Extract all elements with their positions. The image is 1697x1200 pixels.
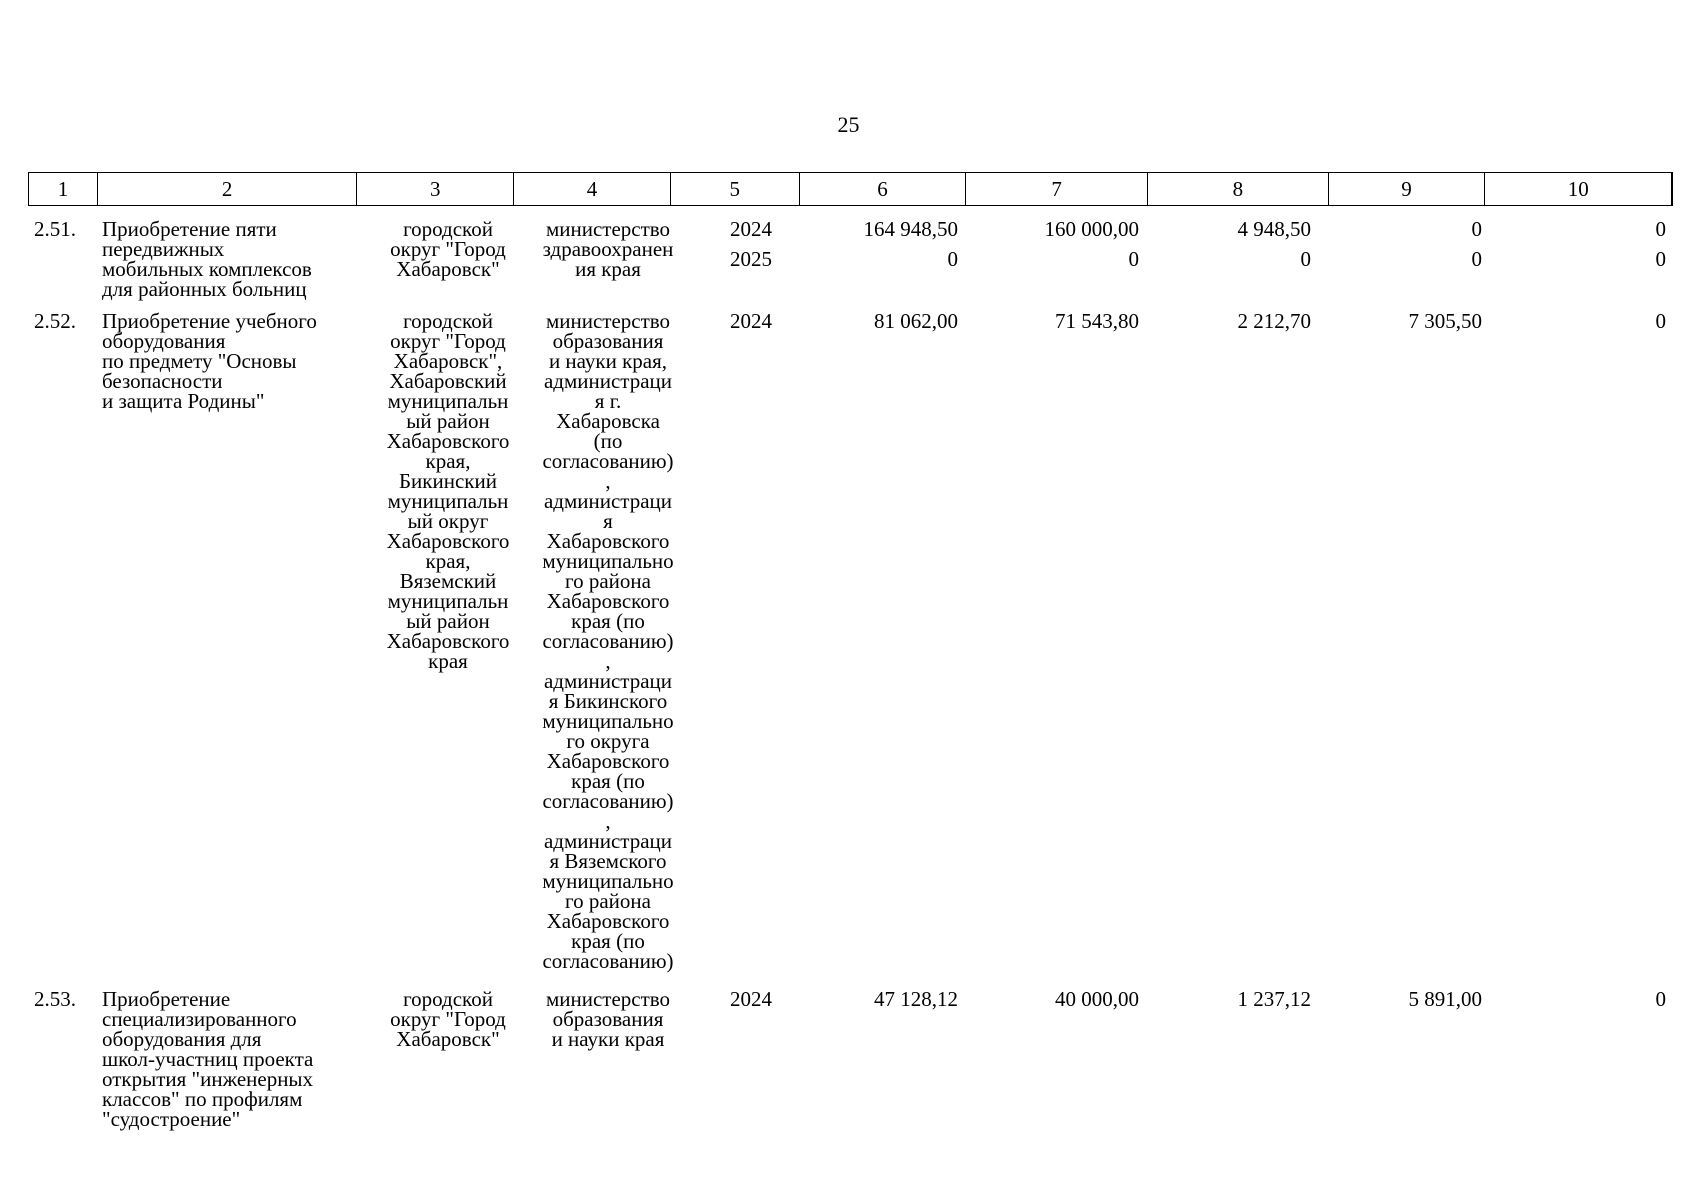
row-name: Приобретение специализированного оборудования для школ-участниц проекта открытия "инженерных классов" по профилям "судостроение" bbox=[102, 987, 314, 1131]
row-territory: городской округ "Город Хабаровск", Хабаровский муниципальн ый район Хабаровского края, Бикинский муниципальн ый округ Хабаровского края, Вяземский муниципальн ый район Хабаровского края bbox=[386, 309, 510, 673]
header-col-2: 2 bbox=[97, 173, 357, 205]
header-col-6: 6 bbox=[799, 173, 966, 205]
row-territory: городской округ "Город Хабаровск" bbox=[390, 987, 506, 1051]
row-value-col9: 0 0 bbox=[1471, 217, 1482, 271]
row-number: 2.52. bbox=[34, 309, 76, 333]
row-value-col7: 160 000,00 0 bbox=[1044, 217, 1139, 271]
row-value-col10: 0 0 bbox=[1655, 217, 1666, 271]
row-name: Приобретение учебного оборудования по предмету "Основы безопасности и защита Родины" bbox=[102, 309, 317, 413]
row-name: Приобретение пяти передвижных мобильных комплексов для районных больниц bbox=[102, 217, 312, 301]
row-value-col8: 2 212,70 bbox=[1237, 309, 1311, 333]
header-col-8: 8 bbox=[1147, 173, 1328, 205]
row-number: 2.51. bbox=[34, 217, 76, 241]
row-years: 2024 bbox=[730, 309, 772, 333]
row-value-col8: 1 237,12 bbox=[1237, 987, 1311, 1011]
header-col-5: 5 bbox=[670, 173, 799, 205]
header-col-9: 9 bbox=[1328, 173, 1485, 205]
row-value-col6: 164 948,50 0 bbox=[863, 217, 958, 271]
table-row bbox=[28, 984, 1673, 1144]
header-col-10: 10 bbox=[1484, 173, 1671, 205]
row-value-col8: 4 948,50 0 bbox=[1237, 217, 1311, 271]
table-row bbox=[28, 306, 1673, 984]
page-number: 25 bbox=[837, 112, 860, 137]
row-value-col9: 5 891,00 bbox=[1408, 987, 1482, 1011]
header-col-3: 3 bbox=[356, 173, 513, 205]
header-col-4: 4 bbox=[513, 173, 670, 205]
row-value-col7: 40 000,00 bbox=[1055, 987, 1139, 1011]
row-executor: министерство образования и науки края bbox=[545, 987, 671, 1051]
row-value-col6: 81 062,00 bbox=[874, 309, 958, 333]
header-col-7: 7 bbox=[965, 173, 1147, 205]
row-value-col6: 47 128,12 bbox=[874, 987, 958, 1011]
row-value-col7: 71 543,80 bbox=[1055, 309, 1139, 333]
row-value-col10: 0 bbox=[1655, 987, 1666, 1011]
table-header bbox=[28, 172, 1673, 206]
row-value-col9: 7 305,50 bbox=[1408, 309, 1482, 333]
row-executor: министерство образования и науки края, администраци я г. Хабаровска (по согласованию) , администраци я Хабаровского муниципально го района Хабаровского края (по согласованию) , администраци я Бикинского муниципально го округа Хабаровского края (по согласованию) , администраци я Вяземского муниципально го района Хабаровского края (по согласованию) bbox=[542, 309, 674, 973]
budget-table bbox=[28, 172, 1673, 1144]
table-row bbox=[28, 214, 1673, 306]
row-value-col10: 0 bbox=[1655, 309, 1666, 333]
row-years: 2024 bbox=[730, 987, 772, 1011]
row-number: 2.53. bbox=[34, 987, 76, 1011]
row-years: 2024 2025 bbox=[730, 217, 772, 271]
row-executor: министерство здравоохранен ия края bbox=[542, 217, 674, 281]
row-territory: городской округ "Город Хабаровск" bbox=[390, 217, 506, 281]
header-col-1: 1 bbox=[57, 177, 69, 201]
